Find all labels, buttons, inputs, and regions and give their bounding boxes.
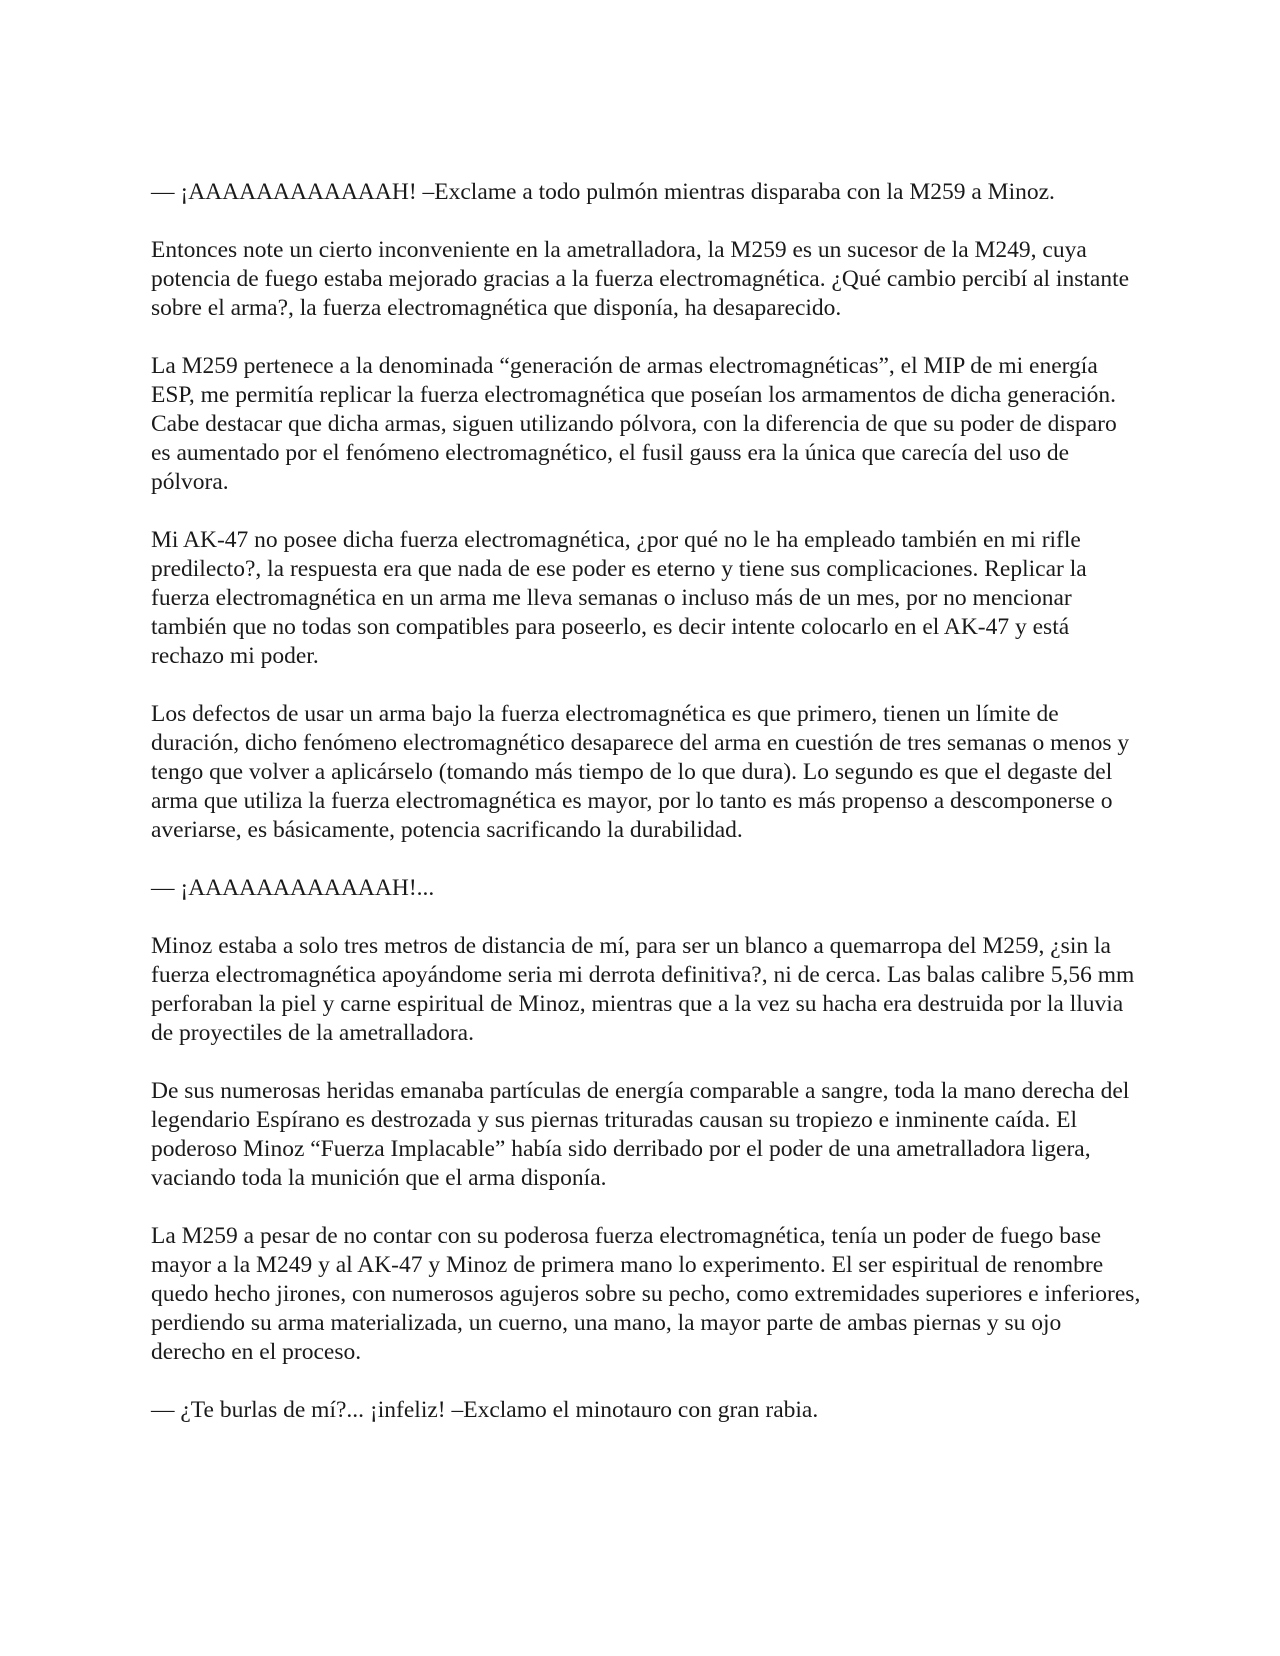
paragraph-10: — ¿Te burlas de mí?... ¡infeliz! –Exclamo el minotauro con gran rabia. [151, 1397, 819, 1423]
paragraph-8: De sus numerosas heridas emanaba partículas de energía comparable a sangre, toda la mano derecha del legendario Espírano es destrozada y sus piernas trituradas causan su tropiezo e inminente caída. El poderoso Minoz “Fuerza Implacable” había sido derribado por el poder de una ametralladora ligera, vaciando toda la munición que el arma disponía. [151, 1078, 1130, 1191]
paragraph-3: La M259 pertenece a la denominada “generación de armas electromagnéticas”, el MIP de mi energía ESP, me permitía replicar la fuerza electromagnética que poseían los armamentos de dicha generación. Cabe destacar que dicha armas, siguen utilizando pólvora, con la diferencia de que su poder de disparo es aumentado por el fenómeno electromagnético, el fusil gauss era la única que carecía del uso de pólvora. [151, 353, 1117, 495]
paragraph-5: Los defectos de usar un arma bajo la fuerza electromagnética es que primero, tienen un límite de duración, dicho fenómeno electromagnético desaparece del arma en cuestión de tres semanas o menos y tengo que volver a aplicárselo (tomando más tiempo de lo que dura). Lo segundo es que el degaste del arma que utiliza la fuerza electromagnética es mayor, por lo tanto es más propenso a descomponerse o averiarse, es básicamente, potencia sacrificando la durabilidad. [151, 701, 1130, 843]
paragraph-9: La M259 a pesar de no contar con su poderosa fuerza electromagnética, tenía un poder de fuego base mayor a la M249 y al AK-47 y Minoz de primera mano lo experimento. El ser espiritual de renombre quedo hecho jirones, con numerosos agujeros sobre su pecho, como extremidades superiores e inferiores, perdiendo su arma materializada, un cuerno, una mano, la mayor parte de ambas piernas y su ojo derecho en el proceso. [151, 1223, 1141, 1365]
document-page [151, 178, 1141, 1454]
paragraph-7: Minoz estaba a solo tres metros de distancia de mí, para ser un blanco a quemarropa del M259, ¿sin la fuerza electromagnética apoyándome seria mi derrota definitiva?, ni de cerca. Las balas calibre 5,56 mm perforaban la piel y carne espiritual de Minoz, mientras que a la vez su hacha era destruida por la lluvia de proyectiles de la ametralladora. [151, 933, 1135, 1046]
paragraph-2: Entonces note un cierto inconveniente en la ametralladora, la M259 es un sucesor de la M249, cuya potencia de fuego estaba mejorado gracias a la fuerza electromagnética. ¿Qué cambio percibí al instante sobre el arma?, la fuerza electromagnética que disponía, ha desaparecido. [151, 237, 1130, 321]
paragraph-1: — ¡AAAAAAAAAAAAH! –Exclame a todo pulmón mientras disparaba con la M259 a Minoz. [151, 179, 1055, 205]
paragraph-4: Mi AK-47 no posee dicha fuerza electromagnética, ¿por qué no le ha empleado también en mi rifle predilecto?, la respuesta era que nada de ese poder es eterno y tiene sus complicaciones. Replicar la fuerza electromagnética en un arma me lleva semanas o incluso más de un mes, por no mencionar también que no todas son compatibles para poseerlo, es decir intente colocarlo en el AK-47 y está rechazo mi poder. [151, 527, 1087, 669]
paragraph-6: — ¡AAAAAAAAAAAAH!... [151, 875, 435, 901]
